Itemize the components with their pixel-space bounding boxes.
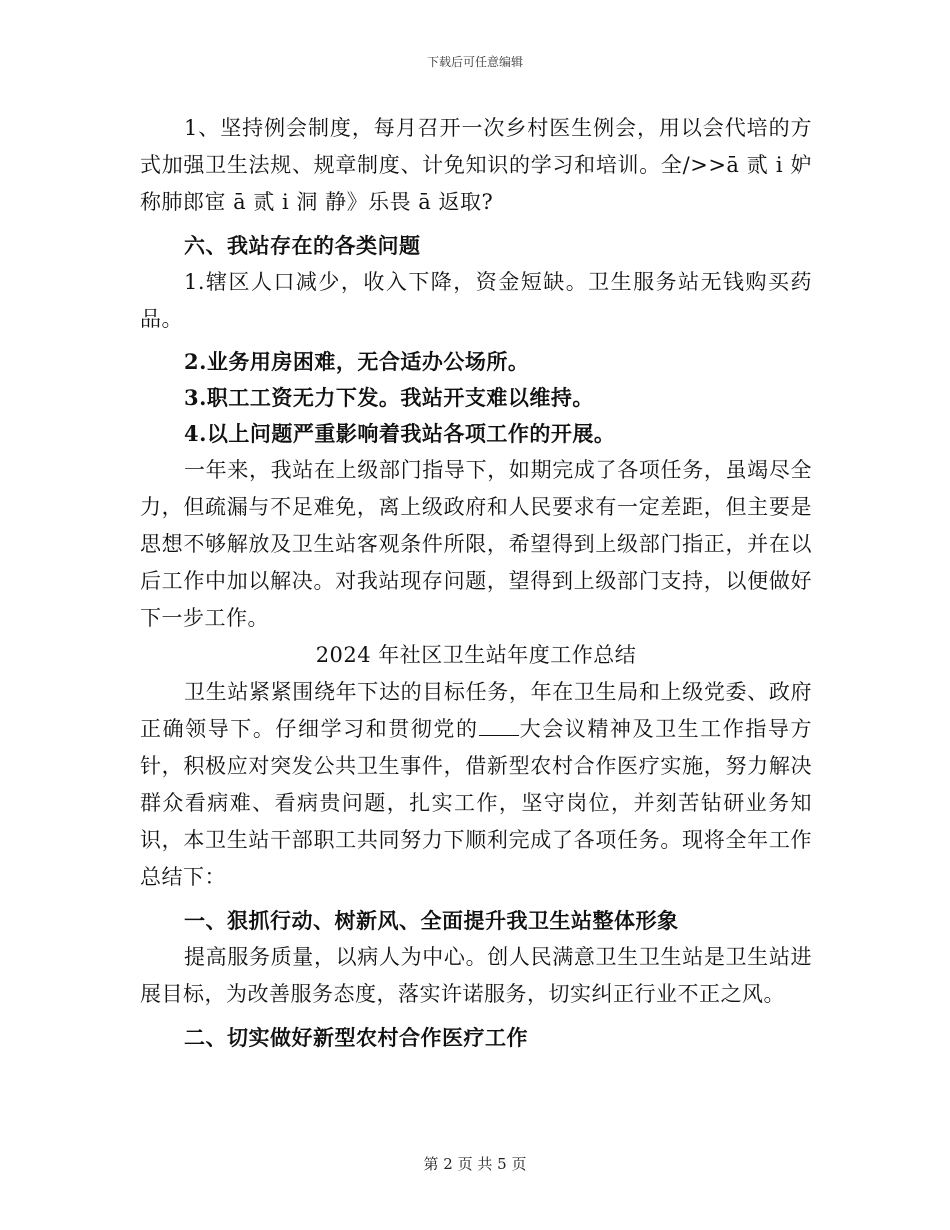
section-heading-one: 一、狠抓行动、树新风、全面提升我卫生站整体形象 [184, 908, 679, 933]
document-body [140, 110, 812, 1056]
intro-part-2: 大会议精神及卫生工作指导方针，积极应对突发公共卫生事件，借新型农村合作医疗实施，努力解决群众看病难、看病贵问题，扎实工作，坚守岗位，并刻苦钻研业务知识，本卫生站干部职工共同努力下顺利完成了各项任务。现将全年工作总结下： [140, 717, 813, 889]
section-heading-two: 二、切实做好新型农村合作医疗工作 [184, 1025, 528, 1050]
problem-item-1: 1.辖区人口减少，收入下降，资金短缺。卫生服务站无钱购买药品。 [140, 270, 812, 331]
page-header-note: 下载后可任意编辑 [426, 55, 523, 69]
document-title: 2024 年社区卫生站年度工作总结 [315, 643, 637, 667]
problem-item-2: 2.业务用房困难，无合适办公场所。 [184, 349, 530, 374]
page-number-footer: 第 2 页 共 5 页 [423, 1155, 527, 1173]
blank-underline [479, 717, 519, 736]
paragraph-intro [140, 674, 812, 896]
paragraph-service-quality: 提高服务质量，以病人为中心。创人民满意卫生卫生站是卫生站进展目标，为改善服务态度，落实许诺服务，切实纠正行业不正之风。 [140, 945, 812, 1006]
intro-part-1: 卫生站紧紧围绕年下达的目标任务，年在卫生局和上级党委、政府正确领导下。仔细学习和贯彻党的 [140, 680, 812, 741]
problem-item-3: 3.职工工资无力下发。我站开支难以维持。 [184, 385, 594, 410]
paragraph-year-summary: 一年来，我站在上级部门指导下，如期完成了各项任务，虽竭尽全力，但疏漏与不足难免，离上级政府和人民要求有一定差距，但主要是思想不够解放及卫生站客观条件所限，希望得到上级部门指正，并在以后工作中加以解决。对我站现存问题，望得到上级部门支持，以便做好下一步工作。 [140, 458, 812, 630]
problem-item-4: 4.以上问题严重影响着我站各项工作的开展。 [184, 421, 616, 446]
section-heading-problems: 六、我站存在的各类问题 [184, 233, 421, 258]
paragraph-meeting-system: 1、坚持例会制度，每月召开一次乡村医生例会，用以会代培的方式加强卫生法规、规章制度、计免知识的学习和培训。全/>>ā 贰 i 妒称肺郎宦 ā 贰 i 洞 静》乐畏 ā 返取? [140, 116, 812, 214]
